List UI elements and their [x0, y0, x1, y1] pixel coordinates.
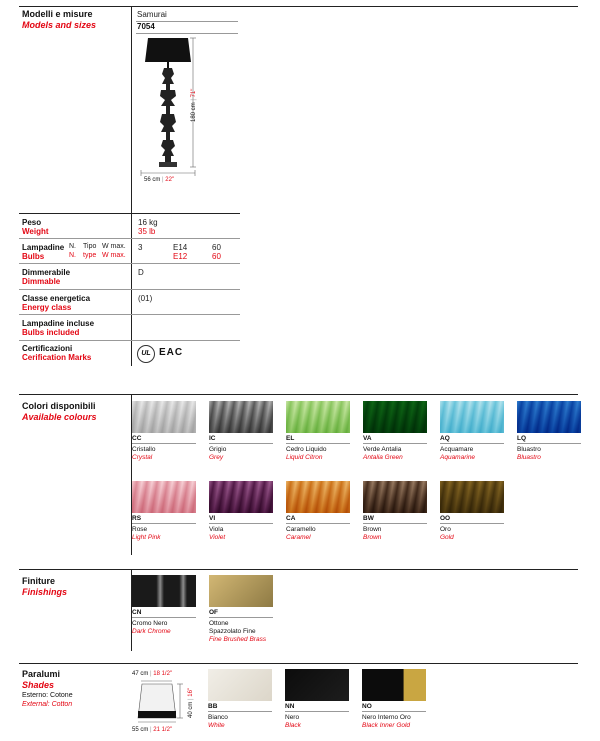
swatch-code: NN — [285, 703, 295, 710]
swatch-bb — [208, 669, 272, 701]
swatch-rule — [440, 523, 504, 524]
weight-kg: 16 kg — [138, 218, 158, 227]
swatch-aq — [440, 401, 504, 433]
spec-rule — [19, 238, 240, 239]
included-label-it: Lampadine incluse — [22, 319, 95, 328]
swatch-code: AQ — [440, 435, 450, 442]
spec-rule — [19, 263, 240, 264]
bulbs-type-value: E14 — [173, 243, 188, 252]
swatch-code: LQ — [517, 435, 527, 442]
swatch-nn — [285, 669, 349, 701]
swatch-name-en: Violet — [209, 534, 226, 541]
cert-label-it: Certificazioni — [22, 344, 73, 353]
swatch-name-it: Cristallo — [132, 446, 156, 453]
bulbs-type-en: type — [83, 252, 97, 259]
swatch-name-en: Crystal — [132, 454, 153, 461]
shades-title-it: Paralumi — [22, 669, 61, 679]
width-dimension: 56 cm | 22" — [144, 177, 175, 183]
swatch-code: CN — [132, 609, 142, 616]
finishes-title-it: Finiture — [22, 576, 55, 586]
model-name: Samurai — [137, 10, 167, 19]
swatch-name-it: Bluastro — [517, 446, 541, 453]
swatch-name-en: Gold — [440, 534, 454, 541]
weight-lb: 35 lb — [138, 227, 156, 236]
shades-title-en: Shades — [22, 680, 55, 690]
swatch-name-en: White — [208, 722, 225, 729]
bulbs-w-en: W max. — [102, 252, 126, 259]
energy-label-en: Energy class — [22, 303, 72, 312]
column-divider — [131, 6, 132, 366]
swatch-rule — [363, 523, 427, 524]
swatch-name-en: Bluastro — [517, 454, 541, 461]
swatch-rule — [132, 617, 196, 618]
bulbs-w-value: 60 — [212, 243, 221, 252]
shade-material-en: External: Cotton — [22, 701, 73, 708]
shade-top-dimension: 47 cm | 18 1/2" — [132, 671, 173, 677]
swatch-name-en: Black — [285, 722, 301, 729]
swatch-cc — [132, 401, 196, 433]
swatch-name-it: Cedro Liquido — [286, 446, 327, 453]
swatch-code: VI — [209, 515, 216, 522]
finishes-title-en: Finishings — [22, 587, 67, 597]
bulbs-label-it: Lampadine — [22, 243, 65, 252]
swatch-name-it: Nero — [285, 714, 300, 721]
dimmable-label-it: Dimmerabile — [22, 268, 71, 277]
swatch-name-it: Bianco — [208, 714, 228, 721]
swatch-code: NO — [362, 703, 372, 710]
included-label-en: Bulbs included — [22, 328, 80, 337]
bulbs-label-en: Bulbs — [22, 252, 45, 261]
swatch-name-it: Grigio — [209, 446, 227, 453]
colours-title-it: Colori disponibili — [22, 401, 96, 411]
swatch-name-it: Cromo Nero — [132, 620, 168, 627]
energy-value: (01) — [138, 294, 153, 303]
weight-label-it: Peso — [22, 218, 42, 227]
colours-title-en: Available colours — [22, 412, 97, 422]
swatch-name-it: Viola — [209, 526, 224, 533]
swatch-name-it: Caramello — [286, 526, 316, 533]
swatch-ca — [286, 481, 350, 513]
model-code: 7054 — [137, 22, 155, 31]
swatch-name-en: Black Inner Gold — [362, 722, 411, 729]
finishes-rule — [19, 569, 578, 570]
bulbs-w-value-en: 60 — [212, 252, 221, 261]
swatch-name-en: Caramel — [286, 534, 311, 541]
swatch-code: RS — [132, 515, 142, 522]
swatch-code: CA — [286, 515, 296, 522]
swatch-of — [209, 575, 273, 607]
swatch-no — [362, 669, 426, 701]
spec-rule — [19, 289, 240, 290]
models-title-it: Modelli e misure — [22, 9, 93, 19]
swatch-rule — [286, 523, 350, 524]
swatch-vi — [209, 481, 273, 513]
swatch-name-it-2: Spazzolato Fine — [209, 628, 256, 635]
swatch-rule — [132, 443, 196, 444]
swatch-name-en: Dark Chrome — [132, 628, 171, 635]
swatch-lq — [517, 401, 581, 433]
swatch-rule — [517, 443, 581, 444]
swatch-code: VA — [363, 435, 372, 442]
swatch-code: OO — [440, 515, 451, 522]
eac-mark-icon: EAC — [159, 347, 184, 358]
shade-drawing — [134, 680, 194, 724]
swatch-name-it: Acquamare — [440, 446, 474, 453]
swatch-name-en: Antalia Green — [363, 454, 403, 461]
swatch-ic — [209, 401, 273, 433]
swatch-rule — [208, 711, 272, 712]
floor-lamp-drawing — [133, 34, 213, 186]
bulbs-n-value: 3 — [138, 243, 143, 252]
swatch-name-it: Nero Interno Oro — [362, 714, 411, 721]
dimmable-value: D — [138, 268, 144, 277]
swatch-code: IC — [209, 435, 216, 442]
cert-label-en: Cerification Marks — [22, 353, 92, 362]
swatch-cn — [132, 575, 196, 607]
swatch-name-en: Liquid Citron — [286, 454, 323, 461]
swatch-el — [286, 401, 350, 433]
swatch-rule — [363, 443, 427, 444]
shade-material-it: Esterno: Cotone — [22, 692, 73, 699]
swatch-rs — [132, 481, 196, 513]
top-rule — [19, 6, 578, 7]
swatch-bw — [363, 481, 427, 513]
bulbs-type-value-en: E12 — [173, 252, 188, 261]
swatch-rule — [286, 443, 350, 444]
dimmable-label-en: Dimmable — [22, 277, 61, 286]
weight-label-en: Weight — [22, 227, 49, 236]
ul-mark-icon: UL — [137, 345, 155, 363]
swatch-va — [363, 401, 427, 433]
swatch-name-it: Rose — [132, 526, 148, 533]
swatch-code: EL — [286, 435, 295, 442]
swatch-code: OF — [209, 609, 219, 616]
swatch-name-it: Verde Antalia — [363, 446, 402, 453]
height-dimension: 180 cm | 71" — [191, 88, 197, 122]
bulbs-n-it: N. — [69, 243, 76, 250]
shade-bottom-dimension: 55 cm | 21 1/2" — [132, 727, 173, 733]
swatch-name-en: Aquamarine — [440, 454, 476, 461]
bulbs-type-it: Tipo — [83, 243, 97, 250]
swatch-rule — [285, 711, 349, 712]
bulbs-w-it: W max. — [102, 243, 126, 250]
spec-rule — [19, 340, 240, 341]
swatch-name-en: Light Pink — [132, 534, 161, 541]
swatch-rule — [209, 523, 273, 524]
swatch-name-it: Ottone — [209, 620, 229, 627]
models-title-en: Models and sizes — [22, 20, 97, 30]
spec-rule — [19, 314, 240, 315]
shade-height-dimension: 40 cm | 16" — [188, 687, 194, 718]
swatch-code: BB — [208, 703, 218, 710]
bulbs-n-en: N. — [69, 252, 76, 259]
swatch-rule — [132, 523, 196, 524]
swatch-name-en: Brown — [363, 534, 382, 541]
swatch-rule — [362, 711, 426, 712]
colours-rule — [19, 394, 578, 395]
shades-rule — [19, 663, 578, 664]
swatch-name-en: Fine Brushed Brass — [209, 636, 267, 643]
swatch-name-it: Brown — [363, 526, 382, 533]
swatch-rule — [209, 617, 273, 618]
swatch-code: BW — [363, 515, 374, 522]
swatch-name-it: Oro — [440, 526, 451, 533]
swatch-name-en: Grey — [209, 454, 224, 461]
spec-rule — [19, 213, 240, 214]
energy-label-it: Classe energetica — [22, 294, 91, 303]
swatch-rule — [440, 443, 504, 444]
swatch-code: CC — [132, 435, 142, 442]
swatch-rule — [209, 443, 273, 444]
swatch-oo — [440, 481, 504, 513]
